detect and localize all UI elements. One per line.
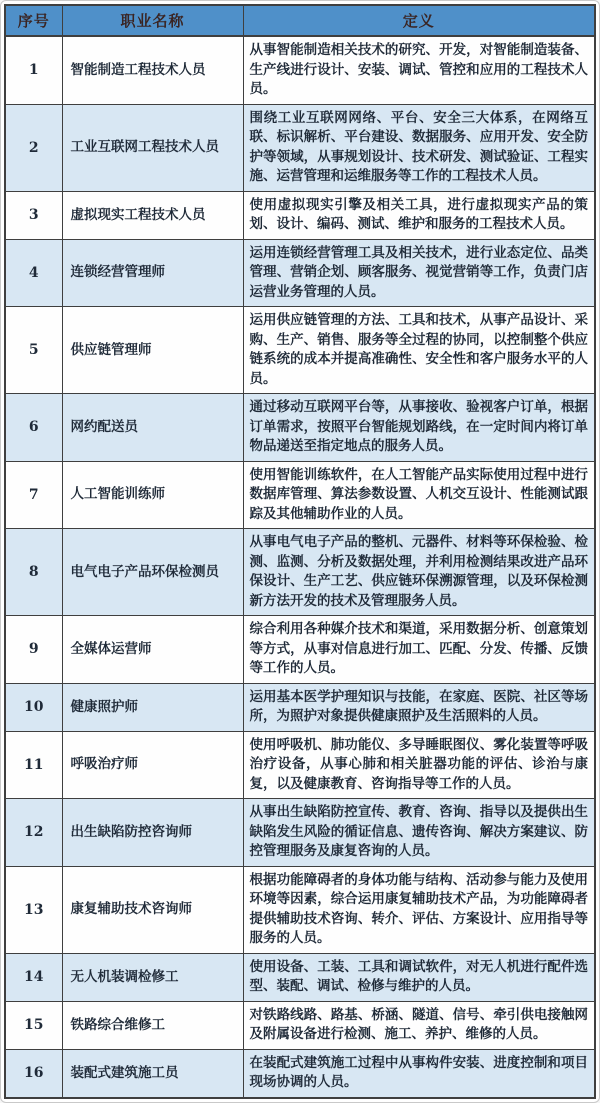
definition-cell: 使用智能训练软件，在人工智能产品实际使用过程中进行数据库管理、算法参数设置、人机交互设计、性能测试跟踪及其他辅助作业的人员。 [243,461,595,529]
column-header-index: 序号 [5,5,62,36]
row-index-cell: 14 [5,953,62,1001]
table-row [5,799,595,867]
row-index-cell: 5 [5,307,62,394]
table-header [5,5,595,36]
row-index-cell: 10 [5,683,62,731]
row-index-cell: 3 [5,191,62,239]
table-row [5,953,595,1001]
occupation-name-cell: 供应链管理师 [62,307,243,394]
row-index-cell: 2 [5,104,62,191]
table-row [5,394,595,462]
table-row [5,1001,595,1049]
occupation-name-cell: 网约配送员 [62,394,243,462]
row-index-cell: 13 [5,866,62,953]
table-row [5,616,595,684]
row-index-cell: 9 [5,616,62,684]
occupation-name-cell: 工业互联网工程技术人员 [62,104,243,191]
table-row [5,307,595,394]
definition-cell: 从事智能制造相关技术的研究、开发，对智能制造装备、生产线进行设计、安装、调试、管控和应用的工程技术人员。 [243,36,595,104]
definition-cell: 通过移动互联网平台等，从事接收、验视客户订单，根据订单需求，按照平台智能规划路线，在一定时间内将订单物品递送至指定地点的服务人员。 [243,394,595,462]
occupation-name-cell: 电气电子产品环保检测员 [62,529,243,616]
header-row [5,5,595,36]
row-index-cell: 15 [5,1001,62,1049]
definition-cell: 综合利用各种媒介技术和渠道，采用数据分析、创意策划等方式，从事对信息进行加工、匹配、分发、传播、反馈等工作的人员。 [243,616,595,684]
table-row [5,683,595,731]
occupations-table [4,4,596,1099]
definition-cell: 使用虚拟现实引擎及相关工具，进行虚拟现实产品的策划、设计、编码、测试、维护和服务的工程技术人员。 [243,191,595,239]
occupation-name-cell: 装配式建筑施工员 [62,1049,243,1098]
occupation-name-cell: 出生缺陷防控咨询师 [62,799,243,867]
row-index-cell: 12 [5,799,62,867]
table-row [5,239,595,307]
occupation-name-cell: 健康照护师 [62,683,243,731]
table-row [5,866,595,953]
row-index-cell: 7 [5,461,62,529]
row-index-cell: 11 [5,731,62,799]
row-index-cell: 4 [5,239,62,307]
column-header-name: 职业名称 [62,5,243,36]
definition-cell: 在装配式建筑施工过程中从事构件安装、进度控制和项目现场协调的人员。 [243,1049,595,1098]
occupation-name-cell: 铁路综合维修工 [62,1001,243,1049]
occupation-name-cell: 全媒体运营师 [62,616,243,684]
occupation-name-cell: 无人机装调检修工 [62,953,243,1001]
table-row [5,529,595,616]
table-row [5,1049,595,1098]
occupation-name-cell: 康复辅助技术咨询师 [62,866,243,953]
definition-cell: 运用基本医学护理知识与技能，在家庭、医院、社区等场所，为照护对象提供健康照护及生活照料的人员。 [243,683,595,731]
row-index-cell: 8 [5,529,62,616]
column-header-definition: 定义 [243,5,595,36]
definition-cell: 运用连锁经营管理工具及相关技术，进行业态定位、品类管理、营销企划、顾客服务、视觉营销等工作，负责门店运营业务管理的人员。 [243,239,595,307]
row-index-cell: 16 [5,1049,62,1098]
definition-cell: 对铁路线路、路基、桥涵、隧道、信号、牵引供电接触网及附属设备进行检测、施工、养护、维修的人员。 [243,1001,595,1049]
occupation-name-cell: 连锁经营管理师 [62,239,243,307]
occupation-name-cell: 虚拟现实工程技术人员 [62,191,243,239]
table-row [5,191,595,239]
definition-cell: 使用呼吸机、肺功能仪、多导睡眠图仪、雾化装置等呼吸治疗设备，从事心肺和相关脏器功能的评估、诊治与康复，以及健康教育、咨询指导等工作的人员。 [243,731,595,799]
occupation-name-cell: 智能制造工程技术人员 [62,36,243,104]
table-row [5,36,595,104]
row-index-cell: 6 [5,394,62,462]
definition-cell: 使用设备、工装、工具和调试软件，对无人机进行配件选型、装配、调试、检修与维护的人员。 [243,953,595,1001]
occupation-name-cell: 呼吸治疗师 [62,731,243,799]
table-row [5,731,595,799]
definition-cell: 运用供应链管理的方法、工具和技术，从事产品设计、采购、生产、销售、服务等全过程的协同，以控制整个供应链系统的成本并提高准确性、安全性和客户服务水平的人员。 [243,307,595,394]
definition-cell: 从事电气电子产品的整机、元器件、材料等环保检验、检测、监测、分析及数据处理，并利用检测结果改进产品环保设计、生产工艺、供应链环保溯源管理，以及环保检测新方法开发的技术及管理服务人员。 [243,529,595,616]
table-body [5,36,595,1098]
definition-cell: 围绕工业互联网网络、平台、安全三大体系，在网络互联、标识解析、平台建设、数据服务、应用开发、安全防护等领域，从事规划设计、技术研发、测试验证、工程实施、运营管理和运维服务等工作的工程技术人员。 [243,104,595,191]
row-index-cell: 1 [5,36,62,104]
definition-cell: 根据功能障碍者的身体功能与结构、活动参与能力及使用环境等因素，综合运用康复辅助技术产品，为功能障碍者提供辅助技术咨询、转介、评估、方案设计、应用指导等服务的人员。 [243,866,595,953]
definition-cell: 从事出生缺陷防控宣传、教育、咨询、指导以及提供出生缺陷发生风险的循证信息、遗传咨询、解决方案建议、防控管理服务及康复咨询的人员。 [243,799,595,867]
occupation-name-cell: 人工智能训练师 [62,461,243,529]
table-row [5,104,595,191]
table-row [5,461,595,529]
